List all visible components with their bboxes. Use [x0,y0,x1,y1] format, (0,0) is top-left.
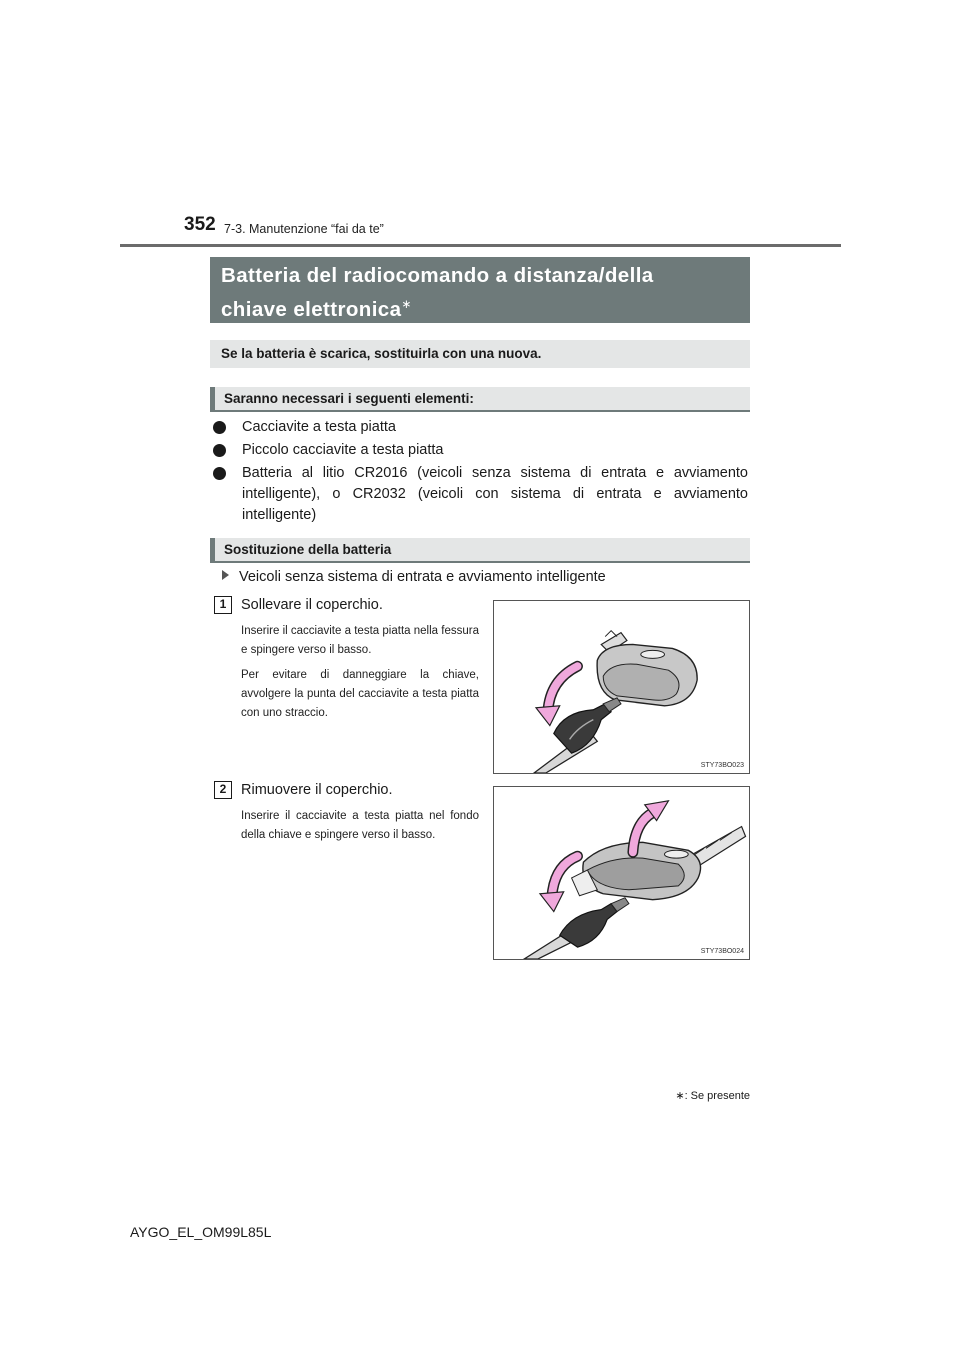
list-item-text: Batteria al litio CR2016 (veicoli senza sistema di entrata e avviamento intelligente), o CR2032 (veicoli con sistema di entrata e avviamento intelligente) [242,465,748,523]
footnote-text: : Se presente [684,1090,750,1102]
step-number-2: 2 [214,781,232,799]
figure-open-cover [493,600,750,774]
asterisk-marker: ∗ [401,297,412,311]
bullet-icon [213,444,226,457]
footnote-marker: ∗ [675,1090,685,1102]
lead-box [210,340,750,368]
bullet-icon [213,467,226,480]
footer-document-id: AYGO_EL_OM99L85L [130,1224,272,1240]
bullet-icon [213,421,226,434]
footnote [675,1089,750,1102]
page-number: 352 [184,214,216,235]
bullet-list [213,417,748,528]
replace-heading-text: Sostituzione della batteria [224,542,392,557]
items-heading-text: Saranno necessari i seguenti elementi: [224,391,474,406]
step-number-1: 1 [214,596,232,614]
section-reference: 7-3. Manutenzione “fai da te” [224,222,384,236]
step-title-1: Sollevare il coperchio. [241,597,383,613]
lead-text: Se la batteria è scarica, sostituirla con una nuova. [221,346,542,361]
step-desc-paragraph: Inserire il cacciavite a testa piatta nel fondo della chiave e spingere verso il basso. [241,810,479,841]
list-item-text: Cacciavite a testa piatta [242,419,396,435]
title-box [210,257,750,323]
figure-code: STY73BO023 [700,762,744,769]
step-desc-paragraph: Per evitare di danneggiare la chiave, avvolgere la punta del cacciavite a testa piatta con uno straccio. [241,669,479,719]
condition-text: Veicoli senza sistema di entrata e avviamento intelligente [239,569,606,585]
step-title-2: Rimuovere il coperchio. [241,782,393,798]
step-desc-paragraph: Inserire il cacciavite a testa piatta nella fessura e spingere verso il basso. [241,625,479,656]
page-title-line-1: Batteria del radiocomando a distanza/della [221,264,654,287]
items-heading [210,387,750,412]
step-desc-2 [241,807,479,851]
figure-remove-cover [493,786,750,960]
key-cover-removal-illustration [494,787,749,959]
replace-heading [210,538,750,563]
key-pry-illustration [494,601,749,773]
header-rule [120,244,841,247]
triangle-icon [222,570,229,580]
list-item [213,417,748,438]
list-item-text: Piccolo cacciavite a testa piatta [242,442,444,458]
list-item [213,463,748,526]
condition-line [222,569,606,585]
page-title-line-2: chiave elettronica [221,297,402,321]
list-item [213,440,748,461]
step-desc-1 [241,622,479,729]
figure-code: STY73BO024 [700,948,744,955]
